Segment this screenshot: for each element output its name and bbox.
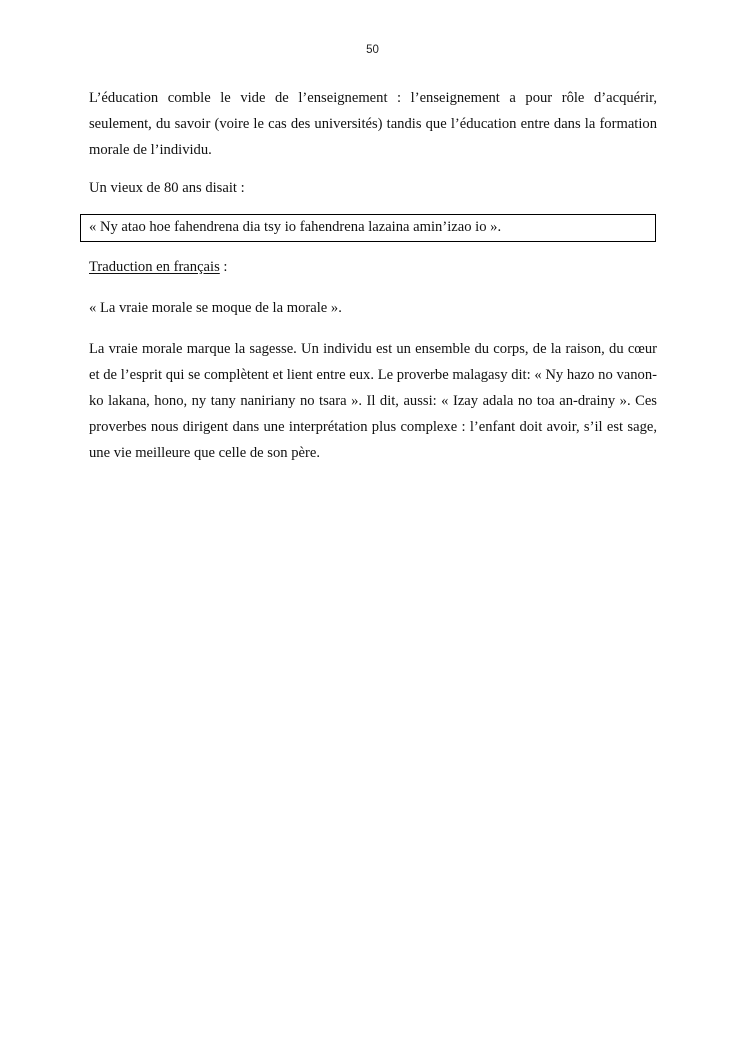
quote-malagasy: « Ny atao hoe fahendrena dia tsy io fahendrena lazaina amin’izao io ». [89, 219, 502, 235]
quote-french: « La vraie morale se moque de la morale ». [89, 300, 342, 316]
paragraph-morale: La vraie morale marque la sagesse. Un individu est un ensemble du corps, de la raison, du cœur et de l’esprit qui se complètent et lient entre eux. Le proverbe malagasy dit: « Ny hazo no vanon-ko lakana, hono, ny tany naniriany no tsara ». Il dit, aussi: « Izay adala no toa an-drainy ». Ces proverbes nous dirigent dans une interprétation plus complexe : l’enfant doit avoir, s’il est sage, une vie meilleure que celle de son père. [89, 341, 657, 461]
translation-colon: : [219, 259, 228, 275]
page-body [89, 85, 657, 466]
translation-heading [89, 254, 657, 280]
page-number: 50 [366, 44, 379, 56]
boxed-quote [80, 214, 656, 242]
translation-label: Traduction en français [89, 259, 220, 275]
paragraph-education: L’éducation comble le vide de l’enseignement : l’enseignement a pour rôle d’acquérir, seulement, du savoir (voire le cas des universités) tandis que l’éducation entre dans la formation morale de l’individu. [89, 90, 657, 158]
paragraph-old-man-intro: Un vieux de 80 ans disait : [89, 180, 245, 196]
